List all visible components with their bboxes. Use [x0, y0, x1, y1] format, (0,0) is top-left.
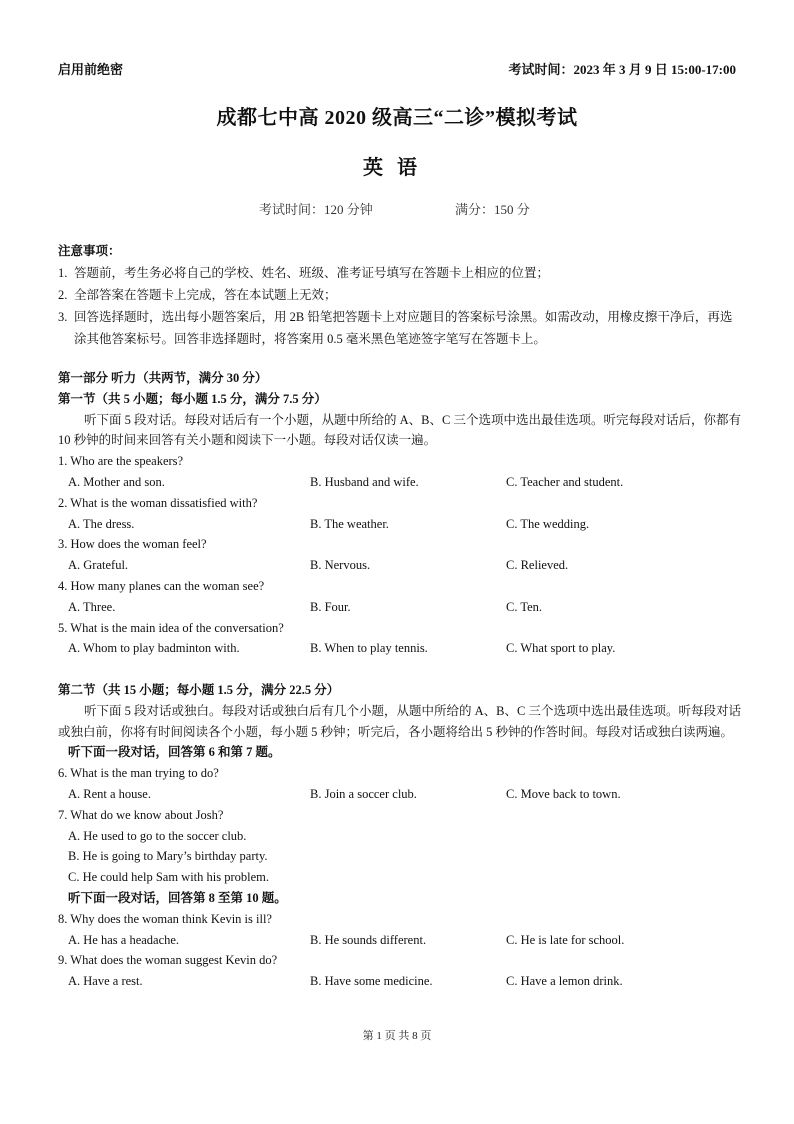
question-3: 3. How does the woman feel? — [58, 537, 207, 552]
question-7: 7. What do we know about Josh? — [58, 807, 224, 822]
option-b: B. Husband and wife. — [310, 474, 419, 489]
note-text: 答题前，考生务必将自己的学校、姓名、班级、准考证号填写在答题卡上相应的位置； — [74, 266, 550, 280]
option-c: C. Teacher and student. — [506, 474, 624, 489]
note-item — [58, 284, 743, 306]
note-number: 1. — [58, 266, 68, 280]
options-row — [58, 971, 743, 992]
options-row — [58, 638, 743, 659]
note-number: 3. — [58, 310, 68, 324]
subject-title: 英语 — [363, 157, 431, 179]
options-row — [58, 930, 743, 951]
section1-instructions: 听下面 5 段对话。每段对话后有一个小题，从题中所给的 A、B、C 三个选项中选出最佳选项。听完每段对话后，你都有 10 秒钟的时间来回答有关小题和阅读下一小题。每段对话仅读一遍。 — [58, 412, 741, 448]
options-row — [58, 597, 743, 618]
note-item — [58, 306, 743, 350]
option-c: C. Move back to town. — [506, 786, 621, 801]
option-c: C. He is late for school. — [506, 932, 625, 947]
option-a: A. Mother and son. — [68, 474, 165, 489]
option-c: C. He could help Sam with his problem. — [68, 870, 270, 885]
option-c: C. Relieved. — [506, 558, 569, 573]
option-a: A. Whom to play badminton with. — [68, 641, 240, 656]
exam-duration: 考试时间：120 分钟 — [259, 202, 373, 217]
exam-time-header: 考试时间：2023 年 3 月 9 日 15:00-17:00 — [508, 62, 736, 77]
option-a: A. Three. — [68, 599, 116, 614]
options-row — [58, 555, 743, 576]
note-text: 回答选择题时，选出每小题答案后，用 2B 铅笔把答题卡上对应题目的答案标号涂黑。如需改动，用橡皮擦干净后，再选涂其他答案标号。回答非选择题时，将答案用 0.5 毫米黑色笔迹签字笔写在答题卡上。 — [74, 310, 733, 346]
option-c: C. The wedding. — [506, 516, 590, 531]
question-8: 8. Why does the woman think Kevin is ill? — [58, 911, 272, 926]
exam-title: 成都七中高 2020 级高三“二诊”模拟考试 — [216, 107, 578, 129]
option-b: B. Four. — [310, 599, 351, 614]
question-1: 1. Who are the speakers? — [58, 454, 184, 469]
option-b: B. Have some medicine. — [310, 974, 433, 989]
notes-section — [58, 240, 743, 350]
listening-part — [58, 368, 743, 992]
option-a: A. Rent a house. — [68, 786, 151, 801]
option-a: A. Grateful. — [68, 558, 129, 573]
option-b: B. Nervous. — [310, 558, 371, 573]
section2-heading: 第二节（共 15 小题；每小题 1.5 分，满分 22.5 分） — [58, 682, 340, 697]
option-a: A. He has a headache. — [68, 932, 180, 947]
section2-instructions: 听下面 5 段对话或独白。每段对话或独白后有几个小题，从题中所给的 A、B、C 三个选项中选出最佳选项。听每段对话或独白前，你将有时间阅读各个小题，每小题 5 秒钟；听完后，各小题将给出 5 秒钟的作答时间。每段对话或独白读两遍。 — [58, 703, 741, 739]
note-number: 2. — [58, 288, 68, 302]
options-row — [58, 472, 743, 493]
notes-title: 注意事项： — [58, 244, 121, 258]
exam-full-score: 满分：150 分 — [455, 202, 530, 217]
option-a: A. He used to go to the soccer club. — [68, 828, 247, 843]
option-c: C. Have a lemon drink. — [506, 974, 623, 989]
option-a: A. Have a rest. — [68, 974, 143, 989]
spacer — [58, 659, 743, 680]
question-2: 2. What is the woman dissatisfied with? — [58, 495, 258, 510]
dialogue-lead-1: 听下面一段对话，回答第 6 和第 7 题。 — [68, 745, 281, 760]
section1-heading: 第一节（共 5 小题；每小题 1.5 分，满分 7.5 分） — [58, 391, 327, 406]
option-a: A. The dress. — [68, 516, 135, 531]
option-c: C. What sport to play. — [506, 641, 616, 656]
options-row — [58, 784, 743, 805]
question-6: 6. What is the man trying to do? — [58, 766, 219, 781]
note-text: 全部答案在答题卡上完成，答在本试题上无效； — [74, 288, 337, 302]
note-item — [58, 262, 743, 284]
option-b: B. When to play tennis. — [310, 641, 428, 656]
option-b: B. The weather. — [310, 516, 389, 531]
question-5: 5. What is the main idea of the conversation? — [58, 620, 284, 635]
confidential-label: 启用前绝密 — [58, 62, 124, 77]
question-4: 4. How many planes can the woman see? — [58, 578, 265, 593]
option-b: B. Join a soccer club. — [310, 786, 417, 801]
option-b: B. He sounds different. — [310, 932, 427, 947]
dialogue-lead-2: 听下面一段对话，回答第 8 至第 10 题。 — [68, 890, 287, 905]
part-heading: 第一部分 听力（共两节，满分 30 分） — [58, 371, 268, 385]
page-footer: 第 1 页 共 8 页 — [362, 1030, 432, 1042]
options-row — [58, 514, 743, 535]
option-c: C. Ten. — [506, 599, 543, 614]
question-9: 9. What does the woman suggest Kevin do? — [58, 953, 278, 968]
option-b: B. He is going to Mary’s birthday party. — [68, 849, 268, 864]
